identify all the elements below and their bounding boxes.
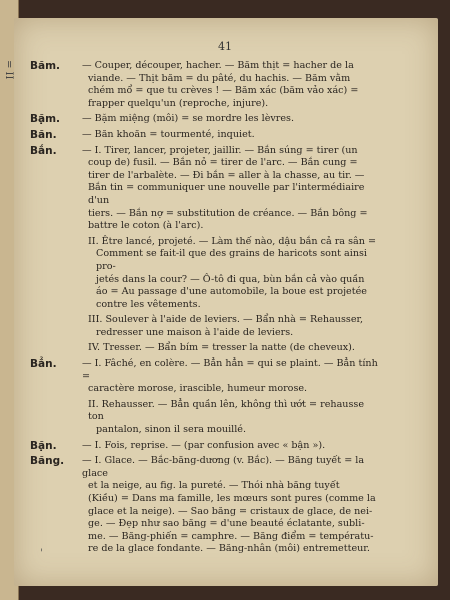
entry-headword: Bặn. [30, 439, 57, 452]
entry-line: — I. Fois, reprise. — (par confusion avec « bận »). [82, 439, 326, 451]
dictionary-entry [30, 129, 382, 142]
entry-line: jetés dans la cour? — Ô-tô đi qua, bùn bắn cả vào quần [96, 273, 365, 285]
entry-line: contre les vêtements. [96, 298, 201, 310]
entry-line: re de la glace fondante. — Băng-nhân (môi) entremetteur. [88, 543, 370, 555]
entry-line: redresser une maison à l'aide de leviers. [96, 326, 294, 338]
entry-line: tirer de l'arbalète. — Đi bắn = aller à la chasse, au tir. — [88, 169, 365, 181]
dictionary-entry [30, 342, 382, 355]
entry-line: — Bặm miệng (môi) = se mordre les lèvres. [82, 113, 295, 125]
entry-line: frapper quelqu'un (reproche, injure). [88, 97, 269, 109]
entry-line: ge. — Đẹp như sao băng = d'une beauté éclatante, subli- [88, 518, 365, 530]
dictionary-entry [30, 60, 382, 110]
dictionary-entry [30, 314, 382, 339]
entry-line: tiers. — Bắn nợ = substitution de créance. — Bắn bông = [88, 207, 368, 219]
entry-line: viande. — Thịt băm = du pâté, du hachis. — Băm vằm [88, 72, 351, 84]
entry-line: chém mổ = que tu crèves ! — Băm xác (băm vảo xác) = [88, 85, 359, 97]
dictionary-entry [30, 399, 382, 437]
entry-headword: Bắn. [30, 144, 57, 157]
entry-line: áo = Au passage d'une automobile, la boue est projetée [96, 286, 367, 298]
entry-line: caractère morose, irascible, humeur morose. [88, 383, 308, 395]
dictionary-entry [30, 113, 382, 126]
spine-mark: = II [3, 60, 14, 80]
entry-line: glace et la neige). — Sao băng = cristaux de glace, de nei- [88, 505, 373, 517]
entry-line: et la neige, au fig. la pureté. — Thói nhà băng tuyết [88, 480, 340, 492]
entry-sense: IV. Tresser. — Bẩn bím = tresser la natte (de cheveux). [88, 342, 355, 354]
dictionary-entry [30, 236, 382, 312]
entry-headword: Bặm. [30, 113, 61, 126]
entry-line: battre le coton (à l'arc). [88, 220, 204, 232]
entry-sense: II. Rehausser. — Bẳn quần lên, không thì ướt = rehausse ton [88, 398, 365, 423]
entry-line: — I. Glace. — Bắc-băng-dương (v. Bắc). — Băng tuyết = la glace [82, 455, 365, 479]
entry-line: — Băn khoăn = tourmenté, inquiet. [82, 128, 255, 140]
dictionary-entry [30, 358, 382, 396]
entry-headword: Băn. [30, 128, 57, 141]
entry-sense: II. Être lancé, projeté. — Làm thế nào, dậu bắn cả ra sân = [88, 235, 376, 247]
entry-line: pantalon, sinon il sera mouillé. [96, 424, 247, 436]
entry-line: — I. Tirer, lancer, projeter, jaillir. — Bắn súng = tirer (un [82, 144, 358, 156]
entry-line: — Couper, découper, hacher. — Băm thịt = hacher de la [82, 60, 354, 71]
entry-line: me. — Băng-phiến = camphre. — Băng điểm = températu- [88, 530, 374, 542]
entry-headword: Băm. [30, 60, 61, 72]
entry-gap [30, 556, 382, 559]
entry-headword: Bẳn. [30, 358, 57, 371]
dictionary-entry [30, 440, 382, 453]
page-number: 41 [218, 40, 232, 53]
entry-headword: Băng. [30, 455, 65, 468]
entry-line: coup de) fusil. — Bắn nỏ = tirer de l'arc. — Bắn cung = [88, 157, 358, 169]
dictionary-entry [30, 145, 382, 233]
page-mark: ' [40, 548, 43, 559]
dictionary-content [30, 60, 382, 559]
entry-line: Bắn tin = communiquer une nouvelle par l'intermédiaire d'un [88, 182, 365, 206]
entry-line: — I. Fâché, en colère. — Bẳn hẳn = qui se plaint. — Bẳn tính = [82, 358, 378, 382]
dictionary-entry [30, 455, 382, 556]
entry-line: (Kiều) = Dans ma famille, les mœurs sont pures (comme la [88, 493, 376, 504]
entry-line: Comment se fait-il que des grains de haricots sont ainsi pro- [96, 248, 367, 272]
entry-sense: III. Soulever à l'aide de leviers. — Bẩn nhà = Rehausser, [88, 314, 364, 326]
